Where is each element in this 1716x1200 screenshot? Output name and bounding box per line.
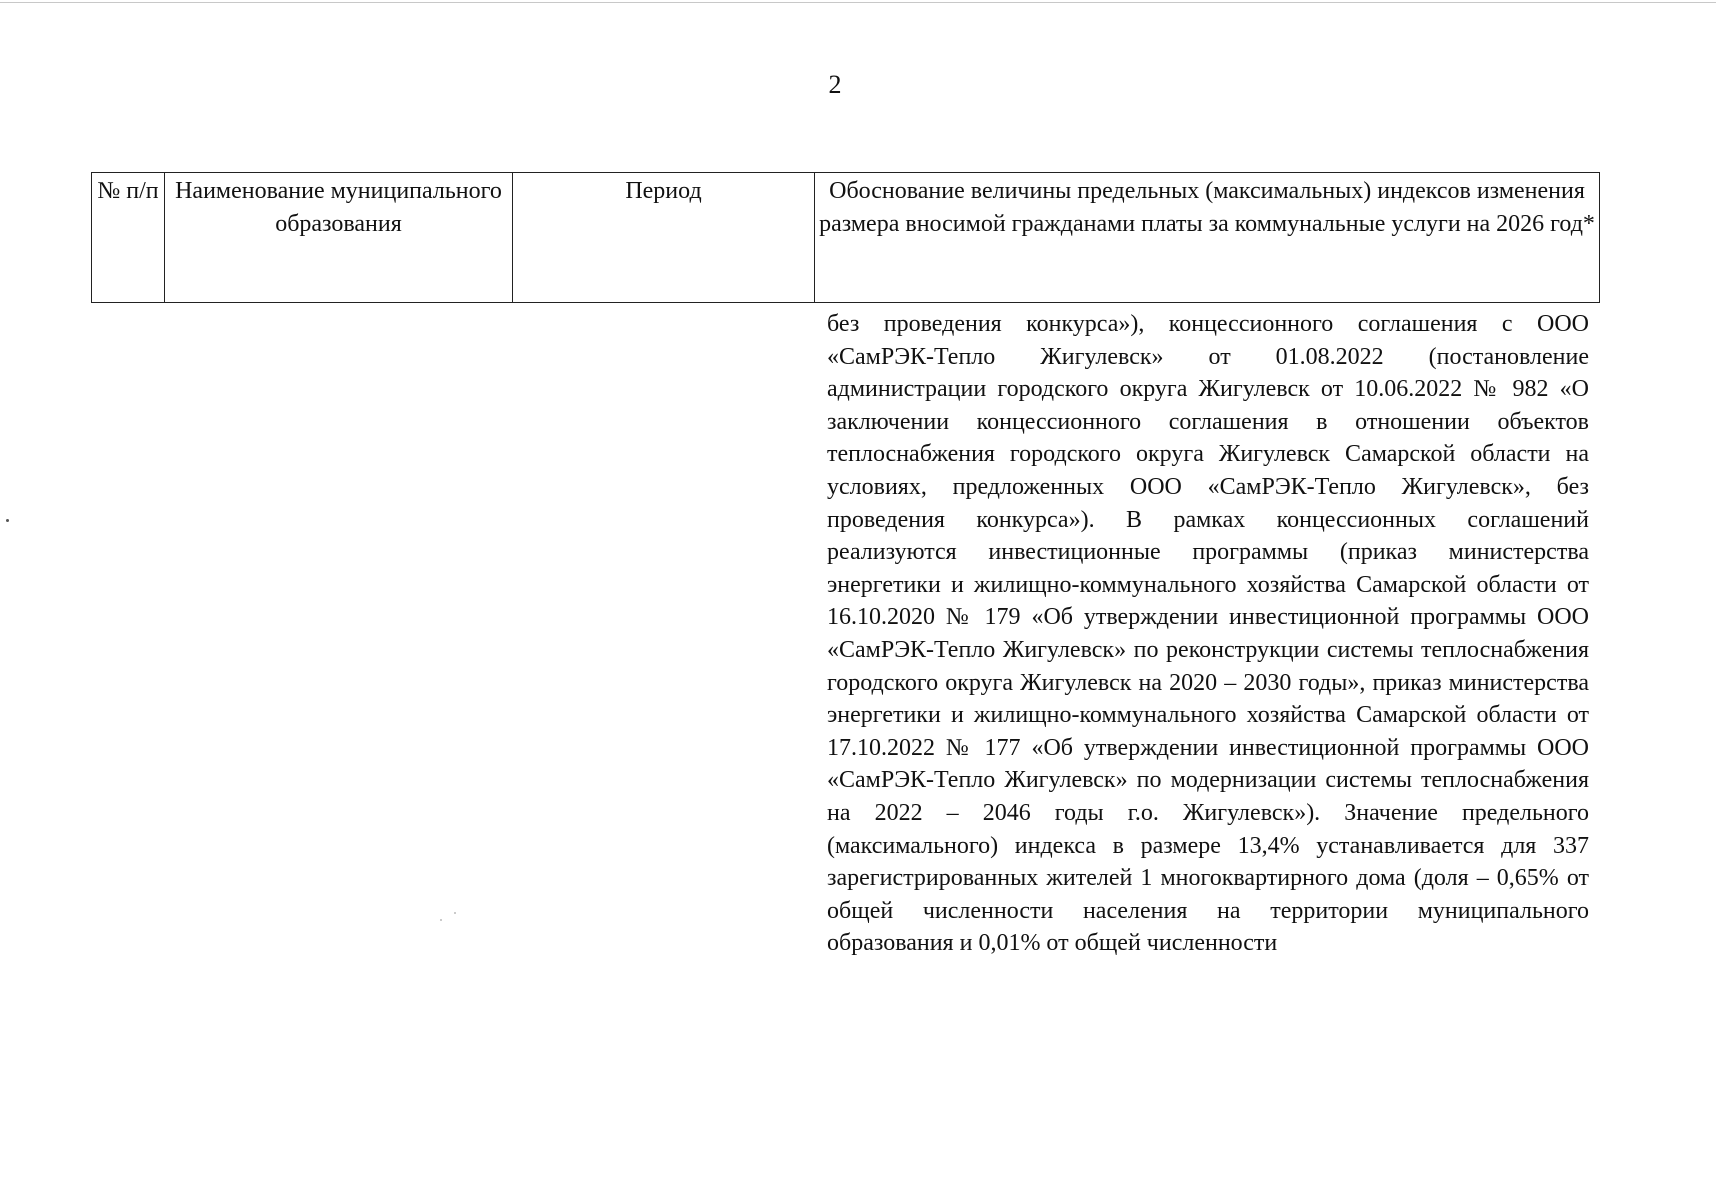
header-cell-municipality: Наименование муниципального образования <box>165 173 513 303</box>
header-cell-number: № п/п <box>92 173 165 303</box>
scan-mark <box>440 919 442 921</box>
header-cell-period: Период <box>513 173 815 303</box>
basis-paragraph: без проведения конкурса»), концессионного соглашения с ООО «СамРЭК-Тепло Жигулевск» от 01.08.2022 (постановление администрации городского округа Жигулевск от 10.06.2022 № 982 «О заключении концессионного соглашения в отношении объектов теплоснабжения городского округа Жигулевск Самарской области на условиях, предложенных ООО «СамРЭК-Тепло Жигулевск», без проведения конкурса»). В рамках концессионных соглашений реализуются инвестиционные программы (приказ министерства энергетики и жилищно-коммунального хозяйства Самарской области от 16.10.2020 № 179 «Об утверждении инвестиционной программы ООО «СамРЭК-Тепло Жигулевск» по реконструкции системы теплоснабжения городского округа Жигулевск на 2020 – 2030 годы», приказ министерства энергетики и жилищно-коммунального хозяйства Самарской области от 17.10.2022 № 177 «Об утверждении инвестиционной программы ООО «СамРЭК-Тепло Жигулевск» по модернизации системы теплоснабжения на 2022 – 2046 годы г.о. Жигулевск»). Значение предельного (максимального) индекса в размере 13,4% устанавливается для 337 зарегистрированных жителей 1 многоквартирного дома (доля – 0,65% от общей численности населения на территории муниципального образования и 0,01% от общей численности <box>827 311 1589 957</box>
header-cell-basis: Обоснование величины предельных (максимальных) индексов изменения размера вносимой гражданами платы за коммунальные услуги на 2026 год* <box>815 173 1600 303</box>
page-top-edge <box>0 2 1716 3</box>
page-number: 2 <box>828 70 842 99</box>
scan-mark <box>454 912 456 914</box>
basis-text-block <box>827 308 1589 960</box>
table-header <box>91 172 1600 303</box>
scan-mark <box>6 519 9 522</box>
